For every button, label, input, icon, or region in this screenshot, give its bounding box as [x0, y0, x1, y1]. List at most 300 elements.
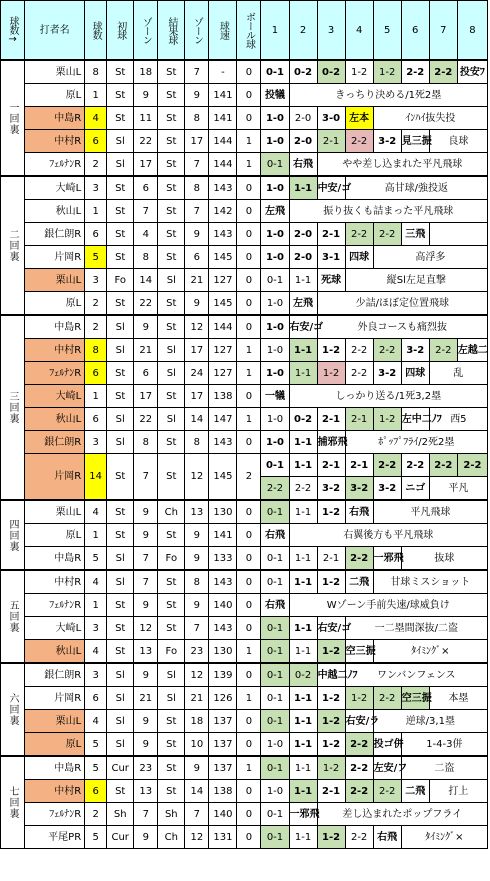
- batter-name: 栗山L: [25, 500, 85, 524]
- batter-name: 秋山L: [25, 640, 85, 664]
- ball-count: 0: [237, 385, 261, 408]
- count-cell: 中越二ﾉﾌ: [317, 663, 345, 687]
- table-row: [1, 780, 488, 803]
- count-cell: 2-1: [317, 780, 345, 803]
- result-zone: 14: [185, 780, 209, 803]
- speed: 144: [209, 315, 237, 339]
- result-zone: 8: [185, 176, 209, 200]
- comment-cell: 差し込まれたポップフライ: [317, 803, 487, 826]
- result-pitch: St: [158, 431, 185, 454]
- first-pitch: St: [107, 500, 134, 524]
- first-pitch: St: [107, 84, 134, 107]
- first-pitch: Cur: [107, 756, 134, 780]
- result-pitch: Sl: [158, 687, 185, 710]
- count-cell: 0-1: [261, 269, 289, 292]
- speed: 143: [209, 431, 237, 454]
- speed: 140: [209, 594, 237, 617]
- count-cell: 1-2: [317, 687, 345, 710]
- count-cell: 二飛: [401, 780, 429, 803]
- comment-cell: 良球: [429, 130, 487, 153]
- result-zone: 17: [185, 385, 209, 408]
- result-zone: 13: [185, 500, 209, 524]
- count-cell: 三飛: [401, 223, 429, 246]
- count-cell: 右飛: [289, 153, 317, 177]
- speed: 140: [209, 803, 237, 826]
- count-cell: 2-0: [289, 107, 317, 130]
- ball-count: 0: [237, 431, 261, 454]
- pitch-count: 8: [85, 60, 107, 84]
- batter-name: ﾌｪﾙﾅﾝR: [25, 362, 85, 385]
- comment-cell: 平凡飛球: [373, 500, 487, 524]
- first-zone: 13: [134, 640, 158, 664]
- result-pitch: St: [158, 153, 185, 177]
- ball-count: 0: [237, 60, 261, 84]
- first-pitch: Sl: [107, 570, 134, 594]
- count-cell: 1-0: [261, 176, 289, 200]
- first-pitch: Sl: [107, 710, 134, 733]
- first-zone: 8: [134, 431, 158, 454]
- count-cell: 1-1: [289, 547, 317, 571]
- count-cell: 1-0: [261, 107, 289, 130]
- ball-count: 0: [237, 524, 261, 547]
- result-zone: 7: [185, 153, 209, 177]
- comment-cell: 甘球ミスショット: [373, 570, 487, 594]
- count-cell: 右安/ゴ: [317, 617, 345, 640]
- result-zone: 7: [185, 803, 209, 826]
- count-cell: 1-0: [261, 292, 289, 316]
- ball-count: 0: [237, 663, 261, 687]
- table-row: [1, 246, 488, 269]
- first-zone: 9: [134, 733, 158, 757]
- ball-count: 0: [237, 84, 261, 107]
- count-cell: 左飛: [289, 292, 317, 316]
- count-cell: 0-1: [261, 617, 289, 640]
- inning-label: 六回裏: [1, 663, 25, 756]
- batter-name: 中村R: [25, 780, 85, 803]
- comment-cell: 一二塁間深抜/二盗: [345, 617, 487, 640]
- speed: 126: [209, 687, 237, 710]
- first-pitch: St: [107, 200, 134, 223]
- count-cell: 中安/ゴ: [317, 176, 345, 200]
- pitch-count: 4: [85, 107, 107, 130]
- table-row: [1, 570, 488, 594]
- table-row: [1, 640, 488, 664]
- first-zone: 6: [134, 362, 158, 385]
- first-zone: 9: [134, 826, 158, 849]
- count-cell: 1-1: [289, 710, 317, 733]
- speed: 145: [209, 246, 237, 269]
- speed: 144: [209, 153, 237, 177]
- first-pitch: St: [107, 594, 134, 617]
- table-row: [1, 733, 488, 757]
- pitch-count: 6: [85, 362, 107, 385]
- comment-cell: 乱: [429, 362, 487, 385]
- speed: 127: [209, 362, 237, 385]
- speed: 138: [209, 385, 237, 408]
- batter-name: 中村R: [25, 570, 85, 594]
- count-cell: 2-2: [401, 60, 429, 84]
- count-cell: 0-1: [261, 663, 289, 687]
- batter-name: 平尾PR: [25, 826, 85, 849]
- first-pitch: Sl: [107, 687, 134, 710]
- result-zone: 6: [185, 246, 209, 269]
- count-cell: 1-2: [373, 60, 401, 84]
- count-cell: 2-1: [345, 408, 373, 431]
- ball-count: 0: [237, 594, 261, 617]
- result-zone: 24: [185, 362, 209, 385]
- first-pitch: Fo: [107, 269, 134, 292]
- count-cell: 2-2: [345, 756, 373, 780]
- count-cell: 3-0: [317, 107, 345, 130]
- count-cell: 0-1: [261, 500, 289, 524]
- result-pitch: St: [158, 454, 185, 501]
- count-cell: 0-1: [261, 687, 289, 710]
- count-cell: 投ゴ併: [373, 733, 401, 757]
- ball-count: 1: [237, 362, 261, 385]
- header-col-3: 3: [317, 1, 345, 61]
- count-cell: 1-2: [317, 570, 345, 594]
- first-zone: 22: [134, 292, 158, 316]
- count-cell: 右飛: [345, 500, 373, 524]
- count-cell: 1-0: [261, 362, 289, 385]
- count-cell: 見三振: [401, 130, 429, 153]
- comment-cell: 二盗: [401, 756, 487, 780]
- count-cell: 1-1: [289, 269, 317, 292]
- count-cell: 2-2: [345, 547, 373, 571]
- result-zone: 17: [185, 130, 209, 153]
- result-pitch: Sl: [158, 408, 185, 431]
- table-row: [1, 663, 488, 687]
- inning-label: 四回裏: [1, 500, 25, 570]
- count-cell: 0-1: [261, 570, 289, 594]
- pitch-count: 2: [85, 315, 107, 339]
- count-cell: 0-1: [261, 826, 289, 849]
- count-cell: 空三振: [401, 687, 429, 710]
- header-batter: 打者名: [25, 1, 85, 61]
- table-row: [1, 594, 488, 617]
- count-cell: ニゴ: [401, 477, 429, 501]
- count-cell: 2-1: [317, 454, 345, 477]
- pitch-count: 6: [85, 130, 107, 153]
- table-row: [1, 223, 488, 246]
- count-cell: 3-2: [373, 477, 401, 501]
- ball-count: 0: [237, 710, 261, 733]
- result-zone: 9: [185, 84, 209, 107]
- count-cell: 1-1: [289, 780, 317, 803]
- first-zone: 17: [134, 153, 158, 177]
- table-row: [1, 524, 488, 547]
- speed: 137: [209, 756, 237, 780]
- count-cell: 0-2: [289, 60, 317, 84]
- first-zone: 9: [134, 524, 158, 547]
- comment-cell: [429, 223, 487, 246]
- first-pitch: St: [107, 454, 134, 501]
- pitch-count: 3: [85, 176, 107, 200]
- header-result-pitch: 結果球: [158, 1, 185, 61]
- first-zone: 7: [134, 547, 158, 571]
- count-cell: 左中二ﾉﾌ: [401, 408, 429, 431]
- count-cell: 1-1: [289, 431, 317, 454]
- table-row: [1, 431, 488, 454]
- comment-cell: 1-4-3併: [401, 733, 487, 757]
- result-pitch: St: [158, 292, 185, 316]
- count-cell: 3-2: [317, 477, 345, 501]
- ball-count: 1: [237, 339, 261, 362]
- batter-name: 中島R: [25, 107, 85, 130]
- count-cell: 0-1: [261, 640, 289, 664]
- count-cell: 1-0: [261, 733, 289, 757]
- header-first-pitch: 初球: [107, 1, 134, 61]
- speed: 127: [209, 269, 237, 292]
- count-cell: 1-2: [317, 500, 345, 524]
- count-cell: 2-2: [345, 780, 373, 803]
- ball-count: 0: [237, 315, 261, 339]
- result-pitch: St: [158, 246, 185, 269]
- count-cell: 投安ﾌ: [457, 60, 487, 84]
- result-zone: 8: [185, 431, 209, 454]
- table-row: [1, 107, 488, 130]
- count-cell: 1-1: [289, 640, 317, 664]
- table-row: [1, 710, 488, 733]
- count-cell: 2-0: [289, 223, 317, 246]
- result-zone: 21: [185, 687, 209, 710]
- comment-cell: 本塁: [429, 687, 487, 710]
- result-pitch: Sl: [158, 362, 185, 385]
- batter-name: ﾌｪﾙﾅﾝR: [25, 594, 85, 617]
- count-cell: 2-2: [429, 60, 457, 84]
- table-row: [1, 547, 488, 571]
- comment-cell: 振り抜くも詰まった平凡飛球: [289, 200, 487, 223]
- batter-name: 銀仁朗R: [25, 663, 85, 687]
- comment-cell: 打上: [429, 780, 487, 803]
- comment-cell: ワンバンフェンス: [345, 663, 487, 687]
- result-pitch: St: [158, 524, 185, 547]
- count-cell: 2-2: [289, 477, 317, 501]
- result-pitch: St: [158, 617, 185, 640]
- count-cell: 左越二: [457, 339, 487, 362]
- result-zone: 21: [185, 269, 209, 292]
- comment-cell: ｲﾝﾊｲ抜失投: [373, 107, 487, 130]
- result-zone: 14: [185, 408, 209, 431]
- count-cell: 0-1: [261, 153, 289, 177]
- first-pitch: St: [107, 524, 134, 547]
- count-cell: 3-2: [401, 339, 429, 362]
- first-zone: 11: [134, 107, 158, 130]
- count-cell: 2-2: [261, 477, 289, 501]
- ball-count: 1: [237, 756, 261, 780]
- first-pitch: St: [107, 246, 134, 269]
- count-cell: 投犠: [261, 84, 289, 107]
- ball-count: 1: [237, 640, 261, 664]
- table-row: [1, 500, 488, 524]
- result-pitch: St: [158, 570, 185, 594]
- count-cell: 0-2: [289, 663, 317, 687]
- table-row: [1, 454, 488, 477]
- pitch-count: 2: [85, 292, 107, 316]
- result-pitch: St: [158, 130, 185, 153]
- result-zone: 12: [185, 315, 209, 339]
- ball-count: 1: [237, 687, 261, 710]
- count-cell: 0-2: [289, 408, 317, 431]
- count-cell: 1-0: [261, 408, 289, 431]
- count-cell: 2-2: [373, 339, 401, 362]
- count-cell: 1-2: [317, 756, 345, 780]
- count-cell: 1-2: [345, 60, 373, 84]
- speed: 141: [209, 524, 237, 547]
- first-pitch: Sl: [107, 315, 134, 339]
- header-col-8: 8: [457, 1, 487, 61]
- count-cell: 1-1: [289, 570, 317, 594]
- pitch-count: 6: [85, 780, 107, 803]
- count-cell: 1-2: [317, 339, 345, 362]
- count-cell: 3-2: [373, 362, 401, 385]
- result-zone: 12: [185, 826, 209, 849]
- ball-count: 0: [237, 107, 261, 130]
- result-zone: 17: [185, 339, 209, 362]
- count-cell: 右飛: [261, 594, 289, 617]
- count-cell: 2-2: [345, 733, 373, 757]
- pitch-count: 2: [85, 803, 107, 826]
- result-zone: 9: [185, 524, 209, 547]
- result-pitch: Sl: [158, 269, 185, 292]
- result-pitch: Fo: [158, 547, 185, 571]
- result-zone: 12: [185, 454, 209, 501]
- batter-name: 栗山L: [25, 269, 85, 292]
- result-pitch: St: [158, 60, 185, 84]
- first-zone: 9: [134, 84, 158, 107]
- first-pitch: Sl: [107, 733, 134, 757]
- first-zone: 21: [134, 339, 158, 362]
- first-zone: 17: [134, 385, 158, 408]
- pitch-count: 8: [85, 339, 107, 362]
- batter-name: 原L: [25, 292, 85, 316]
- result-pitch: Fo: [158, 640, 185, 664]
- result-pitch: Sl: [158, 663, 185, 687]
- first-pitch: Sl: [107, 339, 134, 362]
- count-cell: 2-2: [345, 223, 373, 246]
- ball-count: 0: [237, 500, 261, 524]
- count-cell: 2-2: [345, 339, 373, 362]
- count-cell: 2-2: [345, 130, 373, 153]
- count-cell: 1-1: [289, 500, 317, 524]
- batter-name: 中島R: [25, 756, 85, 780]
- speed: 145: [209, 292, 237, 316]
- first-zone: 9: [134, 500, 158, 524]
- speed: 131: [209, 826, 237, 849]
- count-cell: 0-1: [261, 60, 289, 84]
- pitch-count: 4: [85, 710, 107, 733]
- result-pitch: Ch: [158, 826, 185, 849]
- first-pitch: St: [107, 60, 134, 84]
- batter-name: 秋山L: [25, 200, 85, 223]
- count-cell: 1-0: [261, 780, 289, 803]
- table-row: [1, 687, 488, 710]
- pitch-count: 5: [85, 756, 107, 780]
- speed: 138: [209, 780, 237, 803]
- batter-name: 大崎L: [25, 176, 85, 200]
- batter-name: 中島R: [25, 315, 85, 339]
- result-zone: 10: [185, 733, 209, 757]
- speed: 130: [209, 500, 237, 524]
- result-pitch: St: [158, 710, 185, 733]
- first-zone: 9: [134, 663, 158, 687]
- ball-count: 0: [237, 223, 261, 246]
- count-cell: 2-1: [317, 130, 345, 153]
- count-cell: 一邪飛: [289, 803, 317, 826]
- table-row: [1, 200, 488, 223]
- ball-count: 0: [237, 176, 261, 200]
- result-zone: 18: [185, 710, 209, 733]
- pitch-count: 5: [85, 826, 107, 849]
- comment-cell: 外良コースも痛烈抜: [317, 315, 487, 339]
- inning-label: 七回裏: [1, 756, 25, 849]
- result-pitch: St: [158, 223, 185, 246]
- header-balls: ボール球: [237, 1, 261, 61]
- count-cell: 1-2: [345, 687, 373, 710]
- batter-name: 栗山L: [25, 710, 85, 733]
- result-pitch: St: [158, 84, 185, 107]
- first-zone: 9: [134, 594, 158, 617]
- header-col-6: 6: [401, 1, 429, 61]
- batter-name: 中村R: [25, 130, 85, 153]
- comment-cell: ﾀｲﾐﾝｸﾞ×: [373, 640, 487, 664]
- table-row: [1, 315, 488, 339]
- comment-cell: しっかり送る/1死3,2塁: [289, 385, 487, 408]
- count-cell: 2-2: [373, 454, 401, 477]
- count-cell: 0-1: [261, 547, 289, 571]
- first-zone: 14: [134, 269, 158, 292]
- table-row: [1, 84, 488, 107]
- result-zone: 7: [185, 617, 209, 640]
- ball-count: 0: [237, 269, 261, 292]
- count-cell: 右飛: [261, 524, 289, 547]
- inning-label: 五回裏: [1, 570, 25, 663]
- count-cell: 2-1: [317, 408, 345, 431]
- count-cell: 2-2: [429, 339, 457, 362]
- count-cell: 1-2: [373, 408, 401, 431]
- result-zone: 9: [185, 594, 209, 617]
- batter-name: 片岡R: [25, 454, 85, 501]
- count-cell: 1-2: [317, 826, 345, 849]
- ball-count: 0: [237, 200, 261, 223]
- count-cell: 1-2: [317, 362, 345, 385]
- header-inning: 球数→: [1, 1, 25, 61]
- first-pitch: Cur: [107, 826, 134, 849]
- header-col-5: 5: [373, 1, 401, 61]
- count-cell: 右安/ゴ: [289, 315, 317, 339]
- count-cell: 死球: [317, 269, 345, 292]
- table-row: [1, 269, 488, 292]
- count-cell: 1-2: [317, 733, 345, 757]
- first-zone: 22: [134, 408, 158, 431]
- batter-name: 片岡R: [25, 246, 85, 269]
- pitch-count: 5: [85, 547, 107, 571]
- comment-cell: 抜球: [401, 547, 487, 571]
- first-pitch: St: [107, 107, 134, 130]
- batter-name: 大崎L: [25, 617, 85, 640]
- result-zone: 9: [185, 223, 209, 246]
- speed: 141: [209, 107, 237, 130]
- count-cell: 1-2: [317, 710, 345, 733]
- ball-count: 0: [237, 292, 261, 316]
- count-cell: 2-2: [345, 362, 373, 385]
- result-pitch: St: [158, 780, 185, 803]
- first-zone: 6: [134, 176, 158, 200]
- first-zone: 18: [134, 60, 158, 84]
- ball-count: 0: [237, 547, 261, 571]
- inning-label: 二回裏: [1, 176, 25, 315]
- result-zone: 7: [185, 60, 209, 84]
